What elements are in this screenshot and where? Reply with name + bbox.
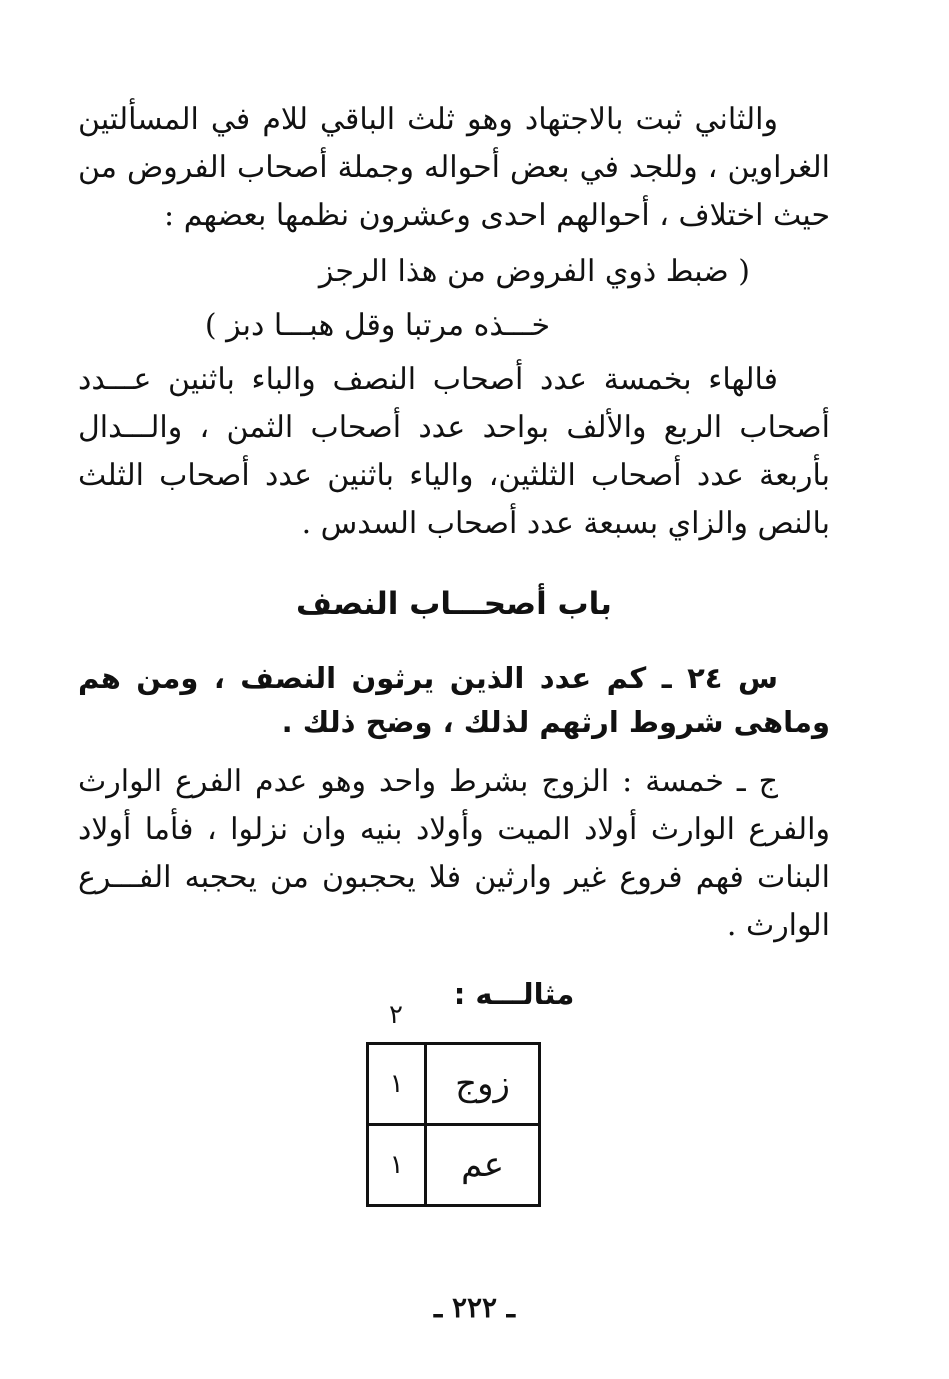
explanation-paragraph: فالهاء بخمسة عدد أصحاب النصف والباء باثنين عـــدد أصحاب الربع والألف بواحد عدد أصحاب الثمن ، والـــدال بأربعة عدد أصحاب الثلثين، والياء باثنين عدد أصحاب الثلث بالنص والزاي بسبعة عدد أصحاب السدس . <box>78 362 830 541</box>
page-body <box>78 96 830 1016</box>
verse-line-2: خـــذه مرتبا وقل هبـــا دبز ) <box>204 308 550 343</box>
share-cell: ١ <box>368 1125 426 1206</box>
section-heading: باب أصحـــاب النصف <box>296 586 612 622</box>
intro-paragraph: والثاني ثبت بالاجتهاد وهو ثلث الباقي للام في المسألتين الغراوين ، وللجد في بعض أحواله وجملة أصحاب الفروض من حيث اختلاف ، أحوالهم احدى وعشرون نظمها بعضهم : <box>78 102 830 233</box>
answer-paragraph: ج ـ خمسة : الزوج بشرط واحد وهو عدم الفرع الوارث والفرع الوارث أولاد الميت وأولاد بنيه وان نزلوا ، فأما أولاد البنات فهم فروع غير وارثين فلا يحجبون من يحجبه الفـــرع الوارث . <box>78 764 830 943</box>
verse-line-1: ( ضبط ذوي الفروض من هذا الرجز <box>318 254 750 289</box>
heir-cell: زوج <box>426 1044 540 1125</box>
heir-cell: عم <box>426 1125 540 1206</box>
page-number: ـ ٢٢٢ ـ <box>433 1291 516 1324</box>
question-text: س ٢٤ ـ كم عدد الذين يرثون النصف ، ومن هم وماهى شروط ارثهم لذلك ، وضح ذلك . <box>78 661 830 739</box>
inheritance-table <box>366 1042 541 1207</box>
table-base-number: ٢ <box>389 1000 403 1030</box>
table-row <box>368 1044 540 1125</box>
share-cell: ١ <box>368 1044 426 1125</box>
example-title: مثالـــه : <box>453 977 575 1011</box>
table-row <box>368 1125 540 1206</box>
